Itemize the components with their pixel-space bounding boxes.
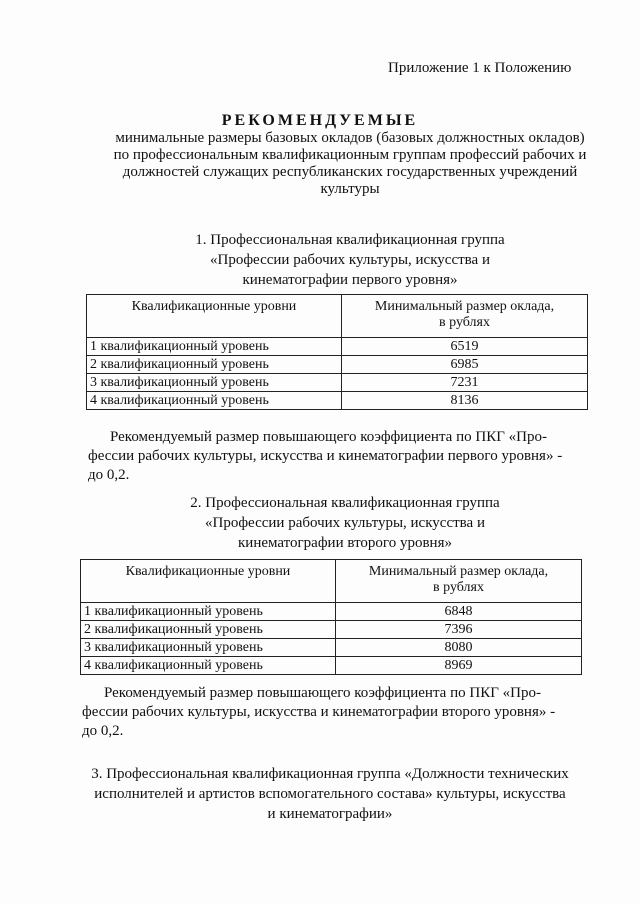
salary-cell: 8080	[336, 639, 582, 657]
level-cell: 1 квалификационный уровень	[81, 603, 336, 621]
note-line: фессии рабочих культуры, искусства и кинематографии второго уровня» -	[82, 704, 556, 720]
appendix-reference: Приложение 1 к Положению	[388, 60, 572, 76]
table-row	[87, 392, 588, 410]
table-row	[81, 621, 582, 639]
salary-cell: 8136	[342, 392, 588, 410]
level-cell: 1 квалификационный уровень	[87, 338, 342, 356]
table-row	[87, 338, 588, 356]
salary-cell: 7396	[336, 621, 582, 639]
header-salary-line: в рублях	[439, 315, 490, 330]
subtitle-line: культуры	[320, 181, 380, 197]
section-heading-line: 1. Профессиональная квалификационная группа	[195, 232, 505, 248]
level-cell: 3 квалификационный уровень	[81, 639, 336, 657]
table-header-salary	[342, 295, 588, 338]
document-subtitle	[90, 130, 610, 198]
section-2-heading	[120, 493, 570, 553]
note-line-text: Рекомендуемый размер повышающего коэффициента по ПКГ «Про-	[104, 685, 541, 701]
section-3-heading	[80, 764, 580, 824]
table-header-row	[81, 560, 582, 603]
note-line: до 0,2.	[88, 467, 130, 483]
salary-cell: 8969	[336, 657, 582, 675]
note-line: до 0,2.	[82, 723, 124, 739]
salary-cell: 7231	[342, 374, 588, 392]
section-heading-line: кинематографии первого уровня»	[242, 272, 458, 288]
document-title: РЕКОМЕНДУЕМЫЕ	[221, 112, 419, 129]
note-line: фессии рабочих культуры, искусства и кинематографии первого уровня» -	[88, 448, 563, 464]
table-header-row	[87, 295, 588, 338]
level-cell: 4 квалификационный уровень	[87, 392, 342, 410]
note-line	[88, 428, 588, 447]
section-1-note	[88, 428, 588, 485]
level-cell: 2 квалификационный уровень	[81, 621, 336, 639]
section-2-table	[80, 559, 582, 675]
table-header-salary	[336, 560, 582, 603]
header-salary-line: в рублях	[433, 580, 484, 595]
subtitle-line: должностей служащих республиканских государственных учреждений	[122, 164, 578, 180]
section-heading-line: и кинематографии»	[267, 806, 393, 822]
note-line-text: Рекомендуемый размер повышающего коэффициента по ПКГ «Про-	[110, 429, 547, 445]
subtitle-line: минимальные размеры базовых окладов (базовых должностных окладов)	[115, 130, 585, 146]
level-cell: 3 квалификационный уровень	[87, 374, 342, 392]
level-cell: 4 квалификационный уровень	[81, 657, 336, 675]
section-2-note	[82, 684, 582, 741]
table-row	[87, 374, 588, 392]
header-salary-line: Минимальный размер оклада,	[368, 564, 549, 579]
section-heading-line: «Профессии рабочих культуры, искусства и	[205, 515, 485, 531]
table-header-level: Квалификационные уровни	[87, 295, 342, 338]
section-heading-line: 3. Профессиональная квалификационная группа «Должности технических	[91, 766, 569, 782]
table-header-level: Квалификационные уровни	[81, 560, 336, 603]
table-row	[87, 356, 588, 374]
note-line	[82, 684, 582, 703]
header-salary-line: Минимальный размер оклада,	[374, 299, 555, 314]
level-cell: 2 квалификационный уровень	[87, 356, 342, 374]
section-1-heading	[130, 230, 570, 290]
table-row	[81, 639, 582, 657]
salary-cell: 6848	[336, 603, 582, 621]
section-1-table	[86, 294, 588, 410]
table-row	[81, 657, 582, 675]
section-heading-line: кинематографии второго уровня»	[238, 535, 452, 551]
table-row	[81, 603, 582, 621]
subtitle-line: по профессиональным квалификационным группам профессий рабочих и	[113, 147, 587, 163]
section-heading-line: «Профессии рабочих культуры, искусства и	[210, 252, 490, 268]
section-heading-line: исполнителей и артистов вспомогательного состава» культуры, искусства	[94, 786, 566, 802]
salary-cell: 6985	[342, 356, 588, 374]
salary-cell: 6519	[342, 338, 588, 356]
section-heading-line: 2. Профессиональная квалификационная группа	[190, 495, 500, 511]
